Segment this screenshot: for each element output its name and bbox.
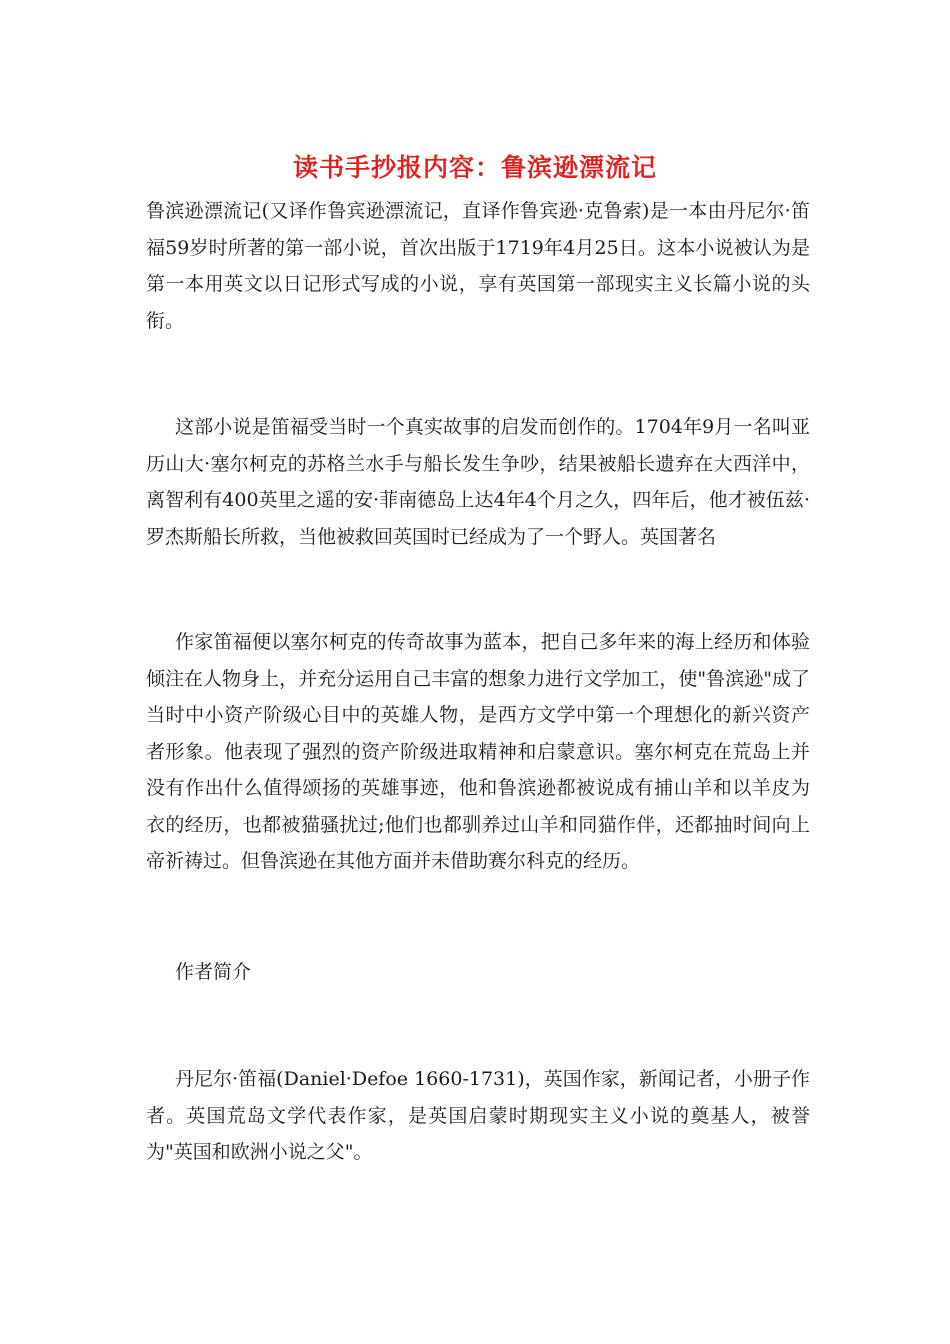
inspiration-paragraph: 这部小说是笛福受当时一个真实故事的启发而创作的。1704年9月一名叫亚历山大·塞尔柯克的苏格兰水手与船长发生争吵，结果被船长遗弃在大西洋中，离智利有400英里之遥的安·菲南德岛上达4年4个月之久，四年后，他才被伍兹·罗杰斯船长所救，当他被救回英国时已经成为了一个野人。英国著名 [146,416,810,548]
author-heading: 作者简介 [175,961,252,983]
document-title: 读书手抄报内容：鲁滨逊漂流记 [292,153,657,182]
creation-paragraph: 作家笛福便以塞尔柯克的传奇故事为蓝本，把自己多年来的海上经历和体验倾注在人物身上，并充分运用自己丰富的想象力进行文学加工，使"鲁滨逊"成了当时中小资产阶级心目中的英雄人物，是西方文学中第一个理想化的新兴资产者形象。他表现了强烈的资产阶级进取精神和启蒙意识。塞尔柯克在荒岛上并没有作出什么值得颂扬的英雄事迹，他和鲁滨逊都被说成有捕山羊和以羊皮为衣的经历，也都被猫骚扰过;他们也都驯养过山羊和同猫作伴，还都抽时间向上帝祈祷过。但鲁滨逊在其他方面并未借助赛尔科克的经历。 [146,631,810,872]
intro-paragraph: 鲁滨逊漂流记(又译作鲁宾逊漂流记，直译作鲁宾逊·克鲁索)是一本由丹尼尔·笛福59岁时所著的第一部小说，首次出版于1719年4月25日。这本小说被认为是第一本用英文以日记形式写成的小说，享有英国第一部现实主义长篇小说的头衔。 [146,200,810,332]
author-paragraph: 丹尼尔·笛福(Daniel·Defoe 1660-1731)，英国作家，新闻记者，小册子作者。英国荒岛文学代表作家，是英国启蒙时期现实主义小说的奠基人，被誉为"英国和欧洲小说之父"。 [146,1068,810,1163]
